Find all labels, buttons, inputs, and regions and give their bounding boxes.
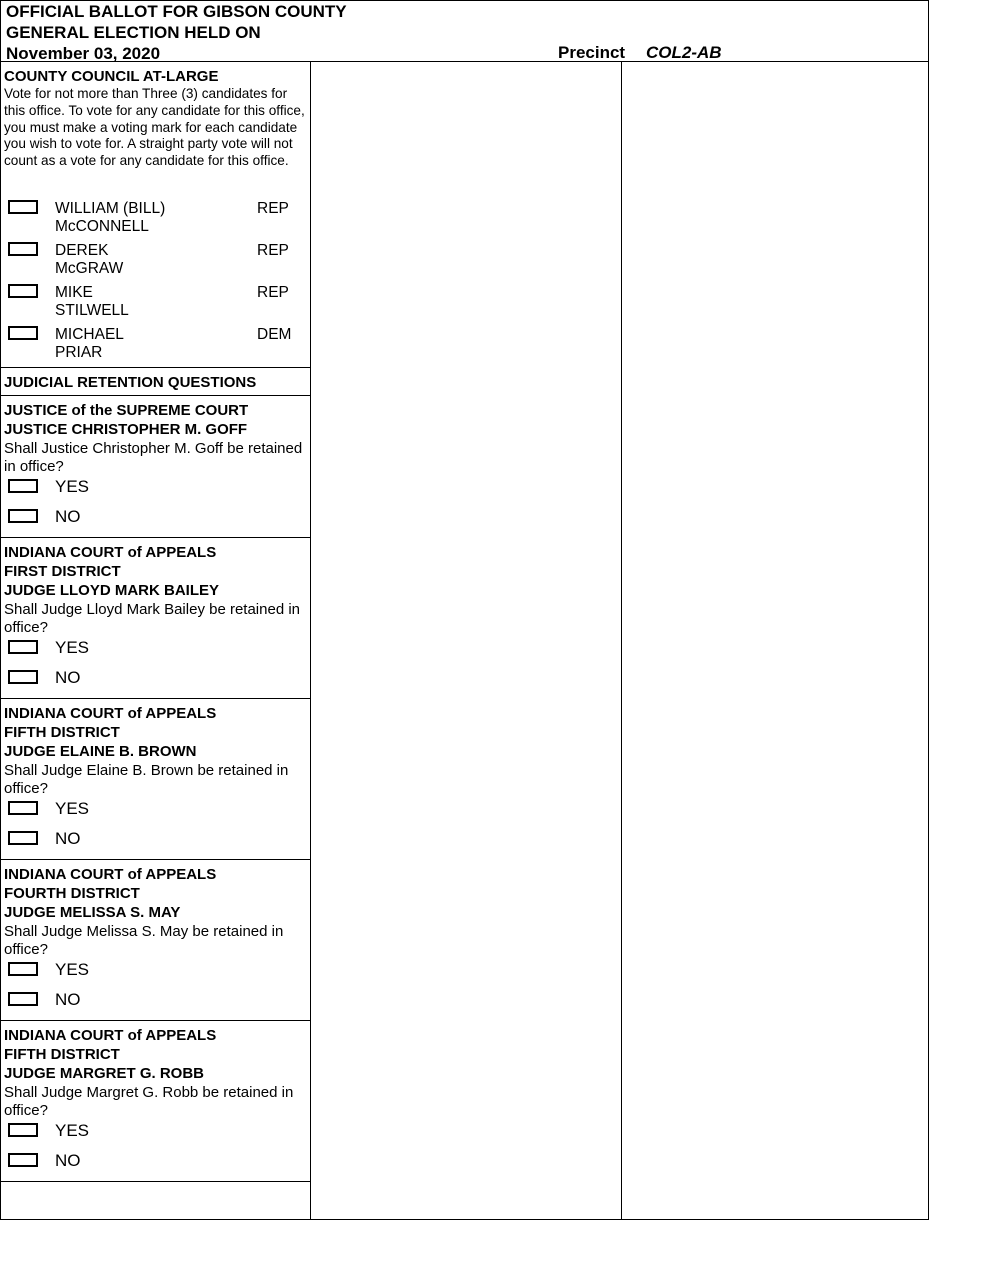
yes-label: YES <box>55 638 90 657</box>
ballot-title <box>6 1 347 64</box>
retention-office: INDIANA COURT of APPEALS FIRST DISTRICT JUDGE LLOYD MARK BAILEY <box>4 544 220 599</box>
retention-office: INDIANA COURT of APPEALS FIFTH DISTRICT JUDGE MARGRET G. ROBB <box>4 1027 217 1082</box>
section-divider <box>0 698 311 699</box>
council-instructions: Vote for not more than Three (3) candidates for this office. To vote for any candidate for this office, you must make a voting mark for each candidate you wish to vote for. A straight party vote will not count as a vote for any candidate for this office. <box>4 86 305 169</box>
candidate-party: REP <box>257 284 289 301</box>
candidate-party: REP <box>257 242 289 259</box>
no-label: NO <box>55 829 81 848</box>
yes-checkbox[interactable] <box>8 640 38 654</box>
retention-question: Shall Judge Margret G. Robb be retained in office? <box>4 1084 294 1119</box>
ballot-title-line-2: GENERAL ELECTION HELD ON <box>6 23 261 42</box>
candidate-name: MICHAEL PRIAR <box>55 326 124 361</box>
yes-label: YES <box>55 960 90 979</box>
vote-checkbox[interactable] <box>8 242 38 256</box>
retention-question: Shall Judge Melissa S. May be retained in office? <box>4 923 284 958</box>
section-divider <box>0 537 311 538</box>
yes-checkbox[interactable] <box>8 1123 38 1137</box>
candidate-party: DEM <box>257 326 292 343</box>
yes-label: YES <box>55 477 90 496</box>
vote-checkbox[interactable] <box>8 284 38 298</box>
no-label: NO <box>55 1151 81 1170</box>
precinct-code: COL2-AB <box>646 43 722 62</box>
retention-question: Shall Justice Christopher M. Goff be retained in office? <box>4 440 303 475</box>
ballot-title-line-1: OFFICIAL BALLOT FOR GIBSON COUNTY <box>6 2 347 21</box>
no-label: NO <box>55 990 81 1009</box>
yes-label: YES <box>55 799 90 818</box>
candidate-name: WILLIAM (BILL) McCONNELL <box>55 200 166 235</box>
retention-office: INDIANA COURT of APPEALS FOURTH DISTRICT JUDGE MELISSA S. MAY <box>4 866 217 921</box>
section-divider <box>0 859 311 860</box>
vote-checkbox[interactable] <box>8 200 38 214</box>
judicial-retention-header: JUDICIAL RETENTION QUESTIONS <box>4 374 257 391</box>
candidate-name: MIKE STILWELL <box>55 284 129 319</box>
header-divider <box>0 61 929 62</box>
precinct-label: Precinct <box>558 43 626 62</box>
yes-checkbox[interactable] <box>8 479 38 493</box>
section-divider <box>0 395 311 396</box>
no-checkbox[interactable] <box>8 670 38 684</box>
retention-question: Shall Judge Lloyd Mark Bailey be retained in office? <box>4 601 301 636</box>
no-label: NO <box>55 668 81 687</box>
no-checkbox[interactable] <box>8 992 38 1006</box>
yes-label: YES <box>55 1121 90 1140</box>
candidate-party: REP <box>257 200 289 217</box>
retention-office: INDIANA COURT of APPEALS FIFTH DISTRICT JUDGE ELAINE B. BROWN <box>4 705 217 760</box>
section-divider <box>0 1020 311 1021</box>
no-checkbox[interactable] <box>8 1153 38 1167</box>
no-checkbox[interactable] <box>8 831 38 845</box>
candidate-name: DEREK McGRAW <box>55 242 124 277</box>
section-divider <box>0 367 311 368</box>
column-divider-2 <box>621 61 622 1220</box>
column-divider-1 <box>310 61 311 1220</box>
ballot-title-line-3: November 03, 2020 <box>6 44 161 63</box>
council-title: COUNTY COUNCIL AT-LARGE <box>4 68 219 85</box>
yes-checkbox[interactable] <box>8 801 38 815</box>
vote-checkbox[interactable] <box>8 326 38 340</box>
yes-checkbox[interactable] <box>8 962 38 976</box>
no-label: NO <box>55 507 81 526</box>
section-divider <box>0 1181 311 1182</box>
no-checkbox[interactable] <box>8 509 38 523</box>
retention-question: Shall Judge Elaine B. Brown be retained in office? <box>4 762 289 797</box>
retention-office: JUSTICE of the SUPREME COURT JUSTICE CHRISTOPHER M. GOFF <box>4 402 249 438</box>
